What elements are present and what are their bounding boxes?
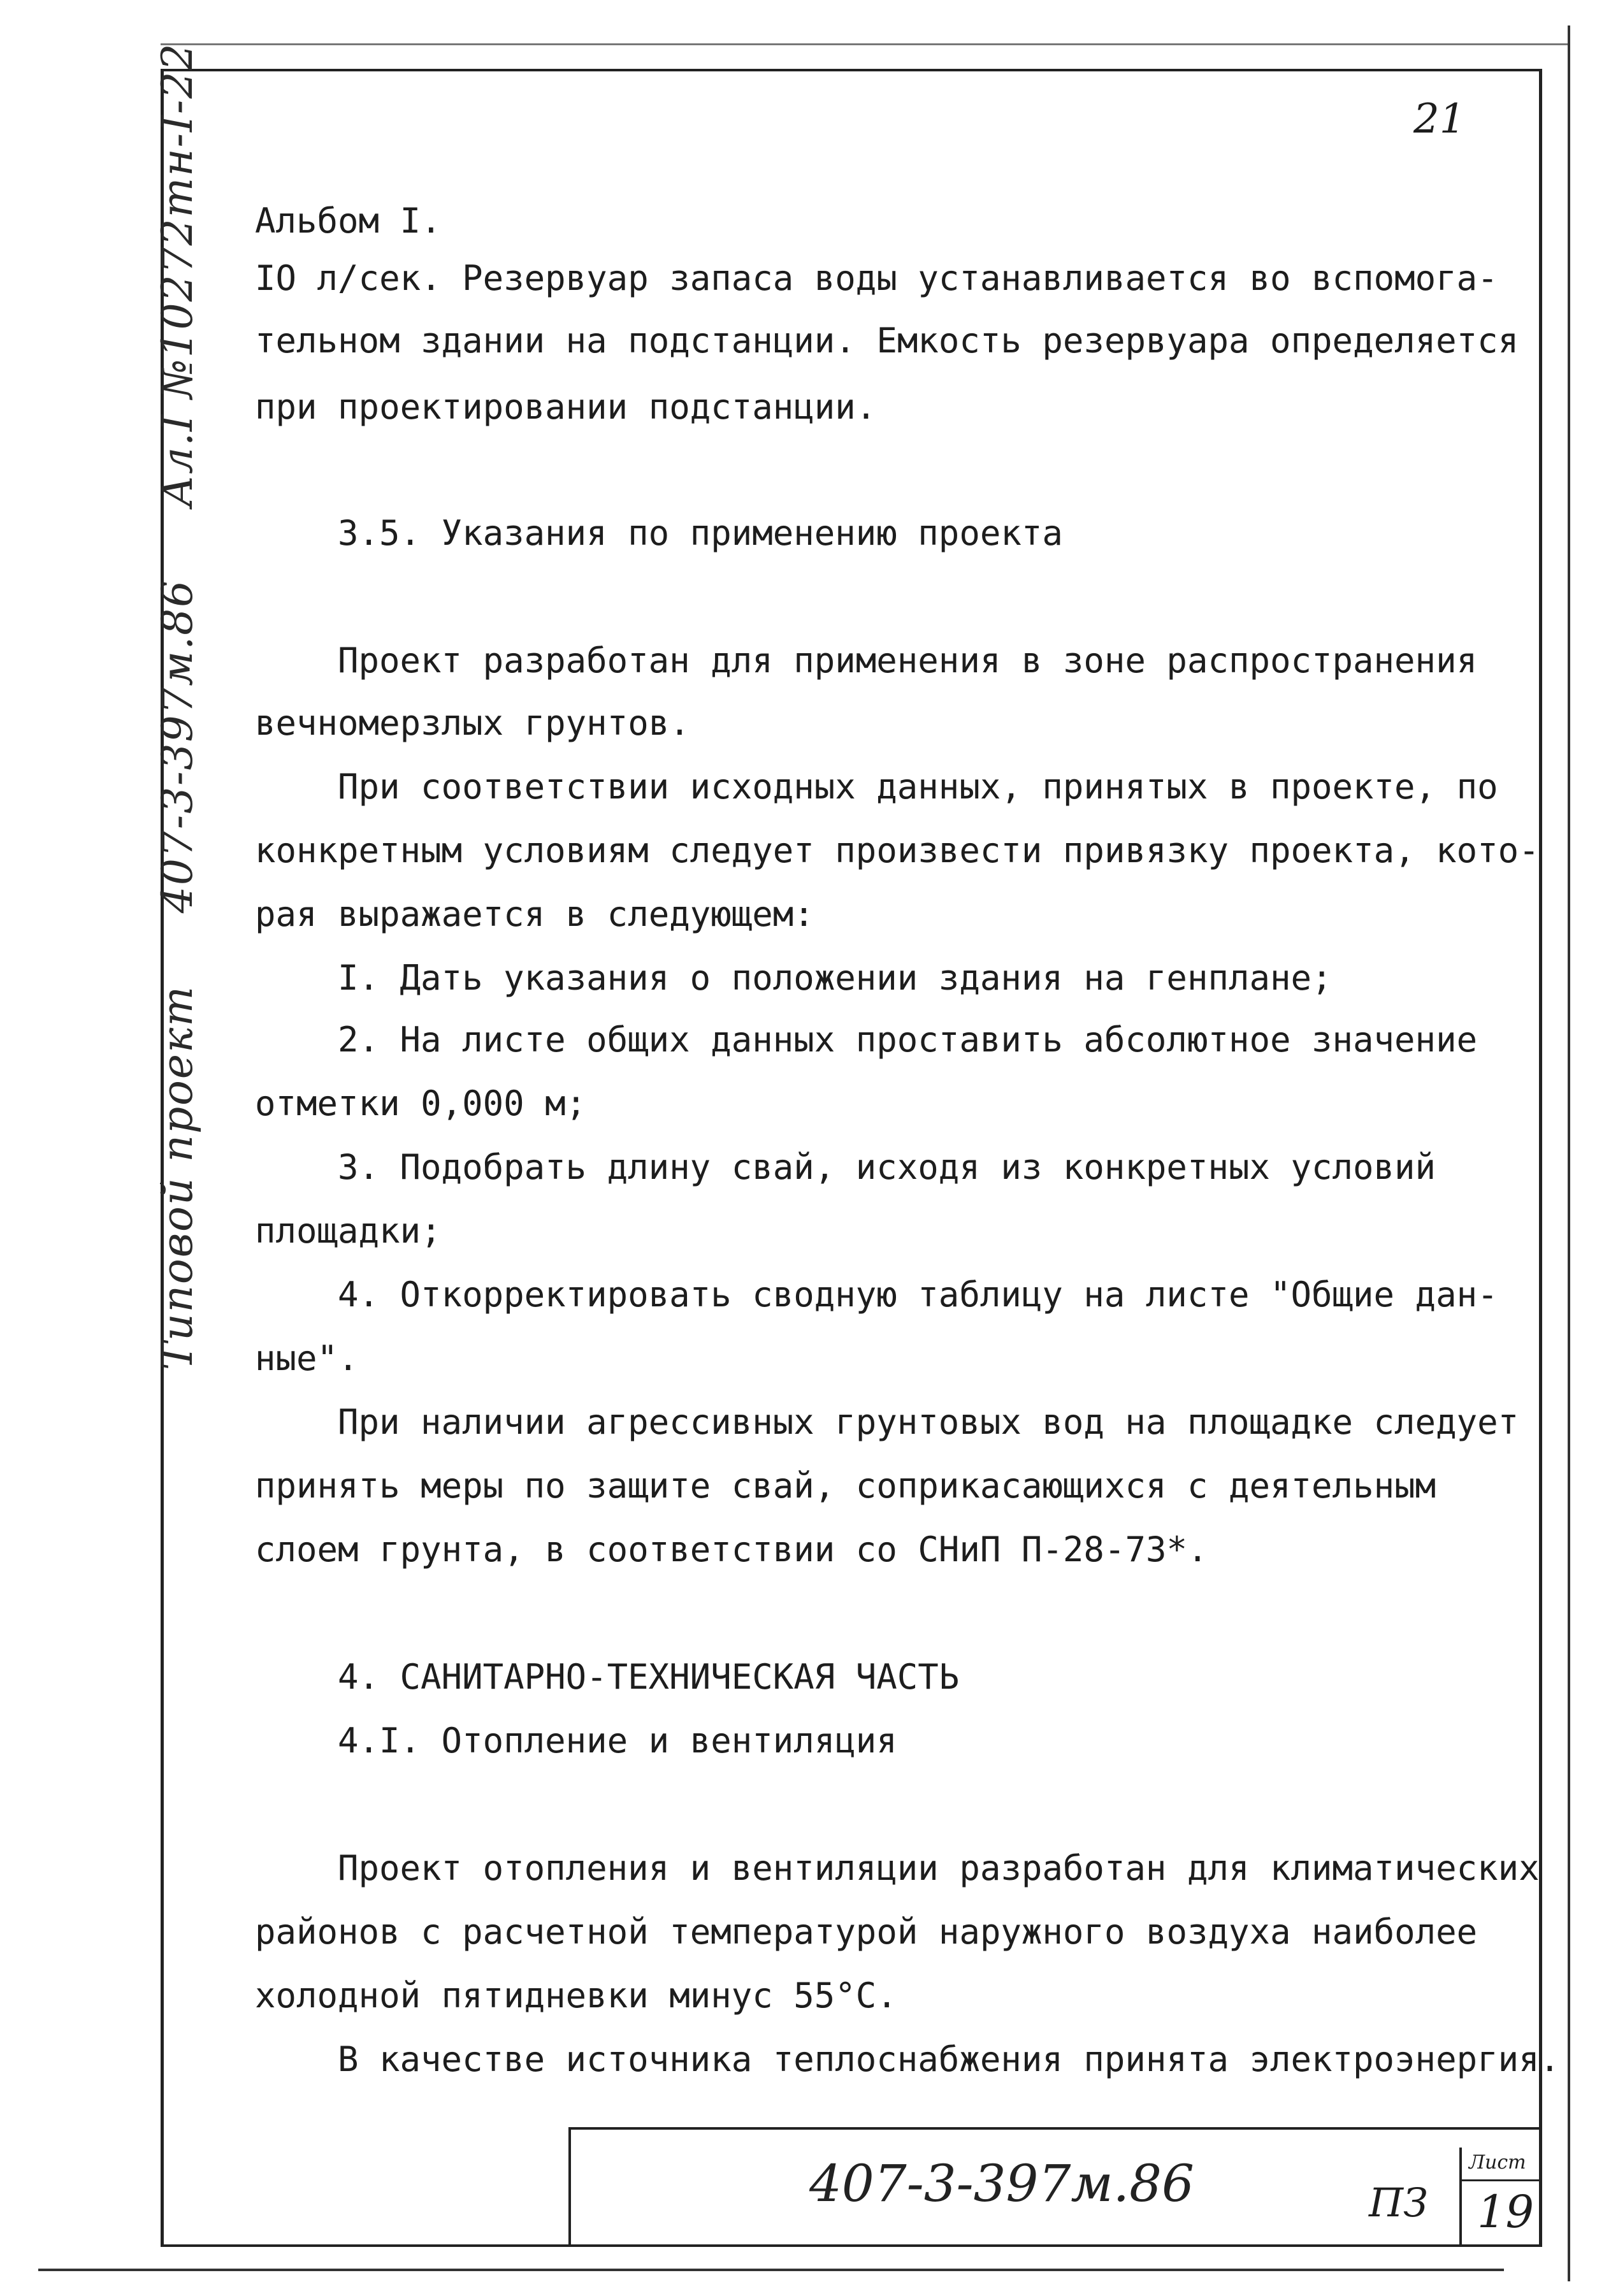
margin-annotation-code: 407-3-397м.86 (153, 579, 202, 914)
body-line: ные". (255, 1338, 359, 1378)
page-number: 21 (1413, 96, 1466, 143)
subsection-heading: 4.I. Отопление и вентиляция (338, 1721, 897, 1761)
body-line: При наличии агрессивных грунтовых вод на площадке следует (338, 1402, 1519, 1442)
body-line: При соответствии исходных данных, принятых в проекте, по (338, 767, 1498, 807)
body-line: Проект разработан для применения в зоне распространения (338, 640, 1478, 681)
body-line: вечномерзлых грунтов. (255, 703, 690, 743)
body-line: рая выражается в следующем: (255, 894, 814, 934)
margin-annotation-type: Типовой проект (153, 985, 202, 1370)
list-item: 4. Откорректировать сводную таблицу на листе "Общие дан- (338, 1274, 1498, 1315)
body-line: отметки 0,000 м; (255, 1083, 587, 1123)
body-line: конкретным условиям следует произвести привязку проекта, кото- (255, 830, 1540, 870)
body-line: В качестве источника теплоснабжения принята электроэнергия. (338, 2039, 1561, 2079)
list-item: 3. Подобрать длину свай, исходя из конкретных условий (338, 1147, 1436, 1187)
outer-right-border (1568, 25, 1570, 2281)
body-line: Альбом I. (255, 201, 442, 241)
sheet-label: Лист (1469, 2151, 1526, 2174)
margin-annotation (153, 42, 202, 1370)
body-line: Проект отопления и вентиляции разработан для климатических (338, 1848, 1540, 1888)
body-line: холодной пятидневки минус 55°С. (255, 1975, 897, 2016)
sheet-number: 19 (1477, 2186, 1535, 2238)
list-item: I. Дать указания о положении здания на генплане; (338, 958, 1333, 998)
title-block-code: 407-3-397м.86 (809, 2154, 1194, 2213)
section-heading: 4. САНИТАРНО-ТЕХНИЧЕСКАЯ ЧАСТЬ (338, 1657, 960, 1697)
section-heading: 3.5. Указания по применению проекта (338, 513, 1063, 553)
body-line: районов с расчетной температурой наружного воздуха наиболее (255, 1912, 1478, 1952)
body-line: тельном здании на подстанции. Емкость резервуара определяется (255, 321, 1519, 361)
body-line: площадки; (255, 1211, 442, 1251)
sheet-cell-divider (1459, 2179, 1542, 2181)
margin-annotation-album: Ал.I №10272тн-I-22 (153, 42, 202, 507)
bottom-border-line (38, 2269, 1504, 2271)
top-border-line (161, 43, 1569, 45)
title-block-section: ПЗ (1369, 2179, 1428, 2226)
body-line: слоем грунта, в соответствии со СНиП П-28-73*. (255, 1529, 1208, 1570)
body-line: IO л/сек. Резервуар запаса воды устанавливается во вспомога- (255, 258, 1498, 298)
body-line: при проектировании подстанции. (255, 387, 877, 427)
list-item: 2. На листе общих данных проставить абсолютное значение (338, 1020, 1478, 1060)
body-line: принять меры по защите свай, соприкасающихся с деятельным (255, 1466, 1436, 1506)
